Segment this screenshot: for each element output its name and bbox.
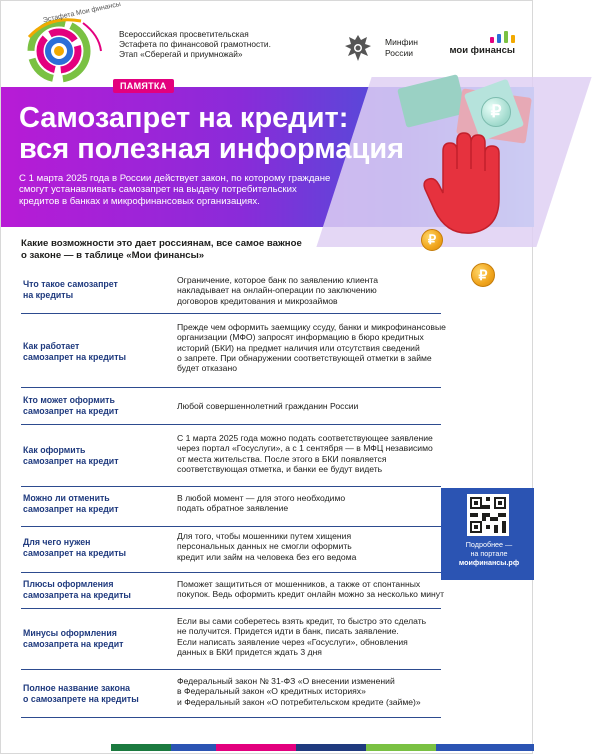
ruble-coin-icon: ₽ xyxy=(421,229,443,251)
logo-bars-icon xyxy=(447,31,515,43)
row-question xyxy=(23,683,173,704)
answer-line: данных в БКИ придется ждать 3 дня xyxy=(177,646,322,657)
table-row xyxy=(15,269,441,314)
question-line: Можно ли отменить xyxy=(23,493,110,503)
question-line: Как оформить xyxy=(23,445,86,455)
answer-line: С 1 марта 2025 года можно подать соответствующее заявление xyxy=(177,433,433,443)
answer-line: персональных данных не смогли оформить xyxy=(177,541,352,552)
title-line: Самозапрет на кредит: xyxy=(19,102,349,134)
heading-line: о законе — в таблице «Мои финансы» xyxy=(21,249,205,261)
row-question xyxy=(23,445,173,466)
answer-line: Если написать заявление через «Госуслуги», обновления xyxy=(177,636,408,647)
row-answer xyxy=(177,401,507,411)
page-title xyxy=(19,103,459,165)
answer-line: Для того, чтобы мошенники путем хищения xyxy=(177,531,352,541)
table-row xyxy=(15,425,441,487)
table-row xyxy=(15,388,441,425)
question-line: о самозапрете на кредиты xyxy=(23,693,139,704)
qr-caption-line: на портале xyxy=(470,549,508,558)
question-line: Полное название закона xyxy=(23,683,131,693)
table-row xyxy=(15,314,446,388)
row-answer xyxy=(177,275,507,306)
answer-line: соответствующая отметка, и банки ее будут видеть xyxy=(177,463,383,474)
answer-line: в Федеральный закон «О кредитных историях» xyxy=(177,686,366,697)
qr-panel[interactable] xyxy=(441,488,534,580)
ministry-name xyxy=(385,37,418,58)
coat-of-arms-icon xyxy=(341,31,375,65)
title-line: вся полезная информация xyxy=(19,133,405,165)
table-row xyxy=(15,670,441,718)
answer-line: Ограничение, которое банк по заявлению клиента xyxy=(177,275,379,285)
answer-line: накладывает на онлайн-операции по заключению xyxy=(177,285,377,296)
answer-line: договоров кредитования и микрозаймов xyxy=(177,295,338,306)
table-row xyxy=(15,609,441,670)
moi-finansy-logo xyxy=(447,31,515,56)
row-answer xyxy=(177,616,507,657)
row-answer xyxy=(177,579,507,600)
row-question xyxy=(23,279,173,300)
row-divider xyxy=(21,717,441,718)
qr-code-icon[interactable] xyxy=(467,494,509,536)
row-answer xyxy=(177,433,507,474)
answer-line: покупок. Ведь оформить кредит онлайн можно за несколько минут xyxy=(177,589,445,600)
answer-line: и Федеральный закон «О потребительском кредите (займе)» xyxy=(177,696,421,707)
qr-caption xyxy=(447,540,531,567)
stop-hand-icon xyxy=(421,129,513,241)
memo-tag: ПАМЯТКА xyxy=(113,79,174,93)
question-line: Плюсы оформления xyxy=(23,579,114,589)
question-line: Как работает xyxy=(23,341,80,351)
ruble-coin-icon: ₽ xyxy=(481,97,511,127)
qr-caption-line: Подробнее — xyxy=(465,540,513,549)
question-line: Минусы оформления xyxy=(23,628,117,638)
table-row xyxy=(15,527,441,573)
question-line: самозапрет на кредит xyxy=(23,503,119,514)
answer-line: не получится. Придется идти в банк, писать заявление. xyxy=(177,626,399,637)
question-line: самозапрет на кредиты xyxy=(23,547,127,558)
ruble-coin-icon: ₽ xyxy=(471,263,495,287)
answer-line: Если вы сами соберетесь взять кредит, то быстро это сделать xyxy=(177,616,427,626)
site-link[interactable]: моифинансы.рф xyxy=(458,558,520,567)
answer-line: В любой момент — для этого необходимо xyxy=(177,493,346,503)
answer-line: Поможет защититься от мошенников, а также от спонтанных xyxy=(177,579,421,589)
table-row xyxy=(15,573,445,609)
ministry-line: Минфин xyxy=(385,37,418,47)
question-line: самозапрет на кредит xyxy=(23,455,119,466)
relay-logo xyxy=(19,0,122,81)
lead-line: кредитов в банках и микрофинансовых организациях. xyxy=(19,195,260,207)
table-row xyxy=(15,487,441,527)
svg-text:Эстафета Мои финансы: Эстафета Мои финансы xyxy=(42,0,122,25)
row-question xyxy=(23,341,173,362)
answer-line: историй (БКИ) на предмет наличия или отсутствия сведений xyxy=(177,342,420,353)
heading-line: Какие возможности это дает россиянам, все самое важное xyxy=(21,238,302,249)
row-question xyxy=(23,537,173,558)
answer-line: подать обратное заявление xyxy=(177,503,289,514)
question-line: Кто может оформить xyxy=(23,395,115,405)
organizer-text xyxy=(119,29,329,60)
footer-color-bar xyxy=(1,744,534,751)
org-line: Этап «Сберегай и приумножай» xyxy=(119,49,243,60)
answer-line: Прежде чем оформить заемщику ссуду, банки и микрофинансовые xyxy=(177,322,446,332)
ministry-line: России xyxy=(385,47,414,58)
answer-line: кредит или займ на человека без его ведома xyxy=(177,551,357,562)
row-question xyxy=(23,628,173,649)
row-answer xyxy=(177,676,507,707)
answer-line: о запрете. При обнаружении соответствующей отметки в займе xyxy=(177,352,432,363)
lead-line: С 1 марта 2025 года в России действует закон, по которому граждане xyxy=(19,173,331,184)
question-line: Для чего нужен xyxy=(23,537,91,547)
row-question xyxy=(23,579,173,600)
question-line: самозапрет на кредит xyxy=(23,405,119,416)
answer-line: организации (МФО) запросят информацию в бюро кредитных xyxy=(177,332,424,343)
question-line: самозапрета на кредиты xyxy=(23,589,131,600)
row-question xyxy=(23,395,173,416)
question-line: самозапрета на кредит xyxy=(23,638,124,649)
question-line: самозапрет на кредиты xyxy=(23,351,127,362)
org-line: Эстафета по финансовой грамотности. xyxy=(119,39,271,50)
row-question xyxy=(23,493,173,514)
answer-line: Любой совершеннолетний гражданин России xyxy=(177,401,359,411)
lead-paragraph xyxy=(19,173,419,207)
answer-line: будет отказано xyxy=(177,363,237,374)
question-line: Что такое самозапрет xyxy=(23,279,118,289)
row-answer xyxy=(177,322,507,373)
answer-line: от места жительства. После этого в БКИ появляется xyxy=(177,453,387,464)
lead-line: смогут устанавливать самозапрет на выдачу потребительских xyxy=(19,184,297,196)
answer-line: Федеральный закон № 31-ФЗ «О внесении изменений xyxy=(177,676,395,686)
table-heading xyxy=(21,238,321,261)
org-line: Всероссийская просветительская xyxy=(119,29,249,39)
question-line: на кредиты xyxy=(23,289,74,300)
brand-label: мои финансы xyxy=(449,45,515,56)
answer-line: через портал «Госуслуги», а с 1 сентября — в МФЦ независимо xyxy=(177,443,433,454)
